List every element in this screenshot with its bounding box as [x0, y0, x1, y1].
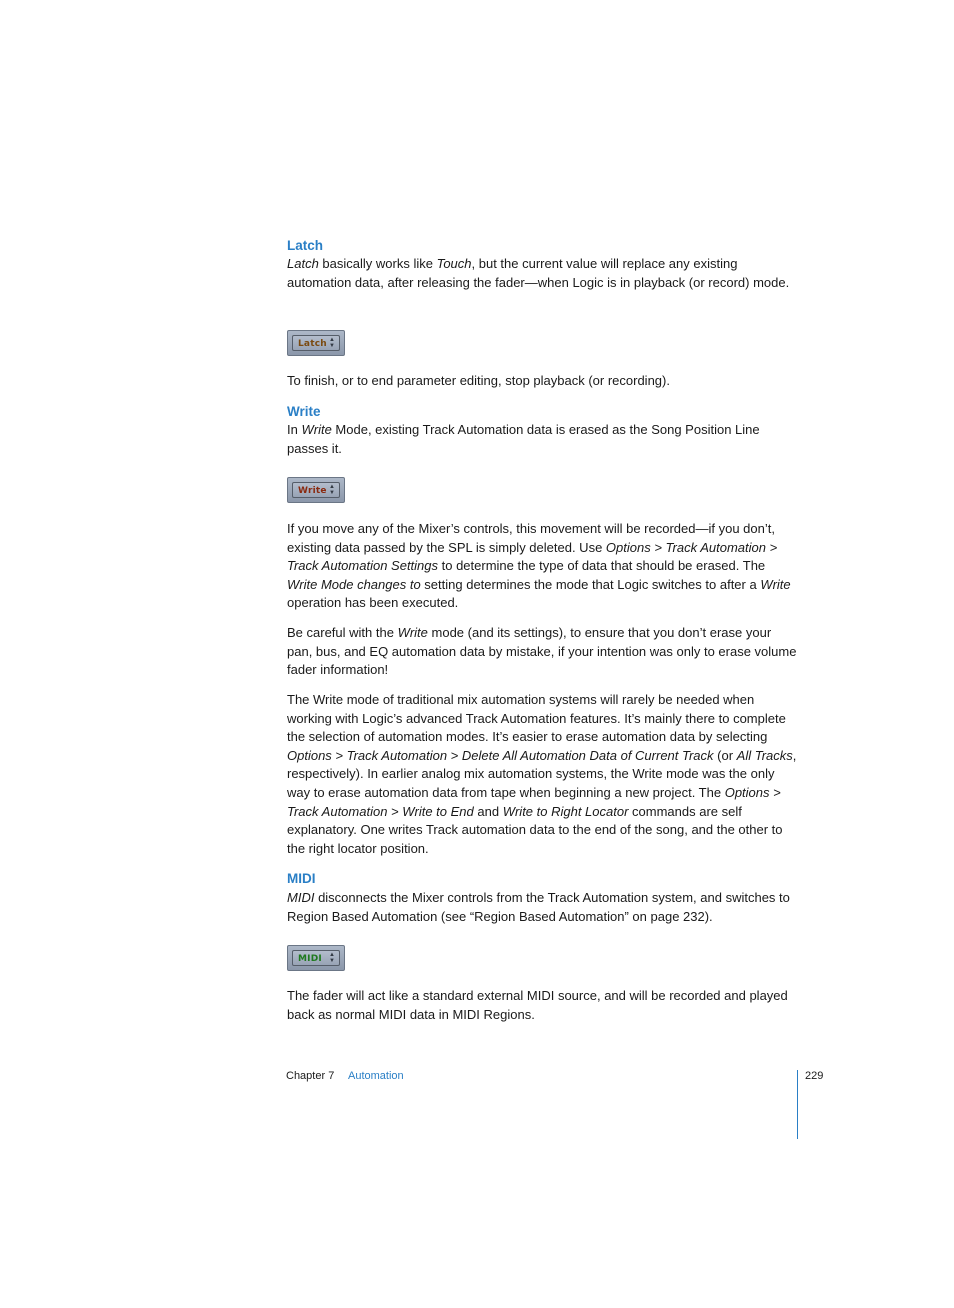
write-paragraph-3: Be careful with the Write mode (and its settings), to ensure that you don’t erase your pan, bus, and EQ automation data by mistake, if your intention was only to erase volume fader information!	[287, 625, 797, 678]
latch-mode-menu[interactable]	[287, 330, 345, 356]
up-down-arrows-icon: ▲ ▼	[329, 484, 335, 496]
page-number: 229	[805, 1070, 824, 1082]
write-paragraph-2: If you move any of the Mixer’s controls, this movement will be recorded—if you don’t, existing data passed by the SPL is simply deleted. Use Options > Track Automation > Track Automation Settings to determine the type of data that should be erased. The Write Mode changes to setting determines the mode that Logic switches to after a Write operation has been executed.	[287, 521, 791, 611]
write-mode-label: Write	[298, 486, 327, 496]
write-paragraph-4: The Write mode of traditional mix automation systems will rarely be needed when working with Logic’s advanced Track Automation features. It’s mainly there to complete the selection of automation modes. It’s easier to erase automation data by selecting Options > Track Automation > Delete All Automation Data of Current Track (or All Tracks, respectively). In earlier analog mix automation systems, the Write mode was the only way to erase automation data from tape when beginning a new project. The Options > Track Automation > Write to End and Write to Right Locator commands are self explanatory. One writes Track automation data to the end of the song, and the other to the right locator position.	[287, 692, 797, 856]
heading-latch: Latch	[287, 238, 324, 253]
write-mode-menu[interactable]	[287, 477, 345, 503]
footer-divider	[797, 1070, 798, 1139]
footer-chapter: Chapter 7	[286, 1070, 335, 1082]
up-down-arrows-icon: ▲ ▼	[329, 337, 335, 349]
heading-midi: MIDI	[287, 871, 316, 886]
footer-section-link[interactable]: Automation	[348, 1070, 404, 1082]
latch-after-text: To finish, or to end parameter editing, stop playback (or recording).	[287, 373, 670, 388]
heading-write: Write	[287, 404, 321, 419]
midi-mode-menu[interactable]	[287, 945, 345, 971]
midi-after-text: The fader will act like a standard external MIDI source, and will be recorded and played back as normal MIDI data in MIDI Regions.	[287, 988, 788, 1022]
latch-mode-label: Latch	[298, 339, 327, 349]
midi-description: MIDI disconnects the Mixer controls from the Track Automation system, and switches to Region Based Automation (see “Region Based Automation” on page 232).	[287, 890, 790, 924]
write-description: In Write Mode, existing Track Automation data is erased as the Song Position Line passes it.	[287, 422, 760, 456]
up-down-arrows-icon: ▲ ▼	[329, 952, 335, 964]
latch-description: Latch basically works like Touch, but the current value will replace any existing automation data, after releasing the fader—when Logic is in playback (or record) mode.	[287, 256, 790, 290]
midi-mode-label: MIDI	[298, 954, 322, 964]
